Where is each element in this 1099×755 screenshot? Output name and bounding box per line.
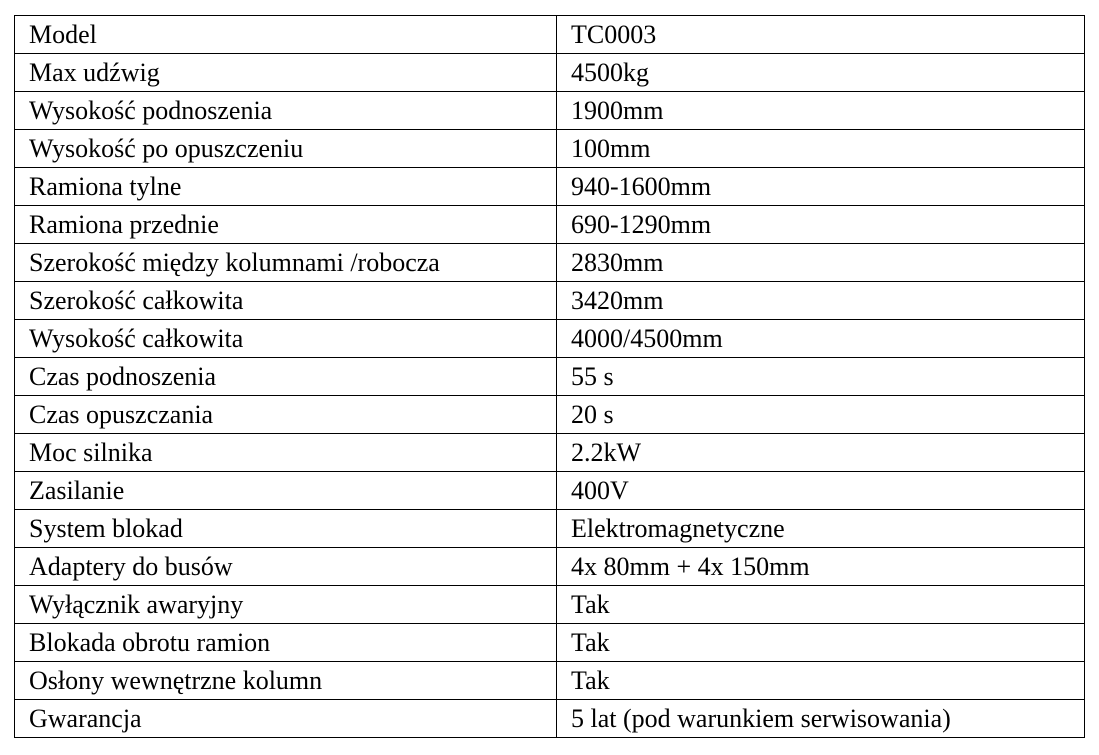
spec-value: 940-1600mm	[557, 168, 1085, 206]
spec-value: 2830mm	[557, 244, 1085, 282]
spec-table	[14, 15, 1085, 738]
spec-label: Osłony wewnętrzne kolumn	[15, 662, 557, 700]
spec-label: System blokad	[15, 510, 557, 548]
table-row	[15, 206, 1085, 244]
table-row	[15, 586, 1085, 624]
table-row	[15, 624, 1085, 662]
spec-label: Ramiona tylne	[15, 168, 557, 206]
table-row	[15, 92, 1085, 130]
spec-value: 55 s	[557, 358, 1085, 396]
table-row	[15, 510, 1085, 548]
spec-value: 1900mm	[557, 92, 1085, 130]
spec-label: Ramiona przednie	[15, 206, 557, 244]
table-row	[15, 16, 1085, 54]
spec-label: Moc silnika	[15, 434, 557, 472]
table-row	[15, 130, 1085, 168]
spec-label: Zasilanie	[15, 472, 557, 510]
spec-value: Tak	[557, 662, 1085, 700]
table-row	[15, 548, 1085, 586]
spec-label: Czas opuszczania	[15, 396, 557, 434]
table-row	[15, 396, 1085, 434]
spec-label: Szerokość między kolumnami /robocza	[15, 244, 557, 282]
spec-value: 690-1290mm	[557, 206, 1085, 244]
spec-table-body	[15, 16, 1085, 738]
spec-label: Adaptery do busów	[15, 548, 557, 586]
table-row	[15, 434, 1085, 472]
spec-label: Max udźwig	[15, 54, 557, 92]
spec-value: 5 lat (pod warunkiem serwisowania)	[557, 700, 1085, 738]
spec-label: Wysokość po opuszczeniu	[15, 130, 557, 168]
spec-value: Tak	[557, 624, 1085, 662]
spec-label: Blokada obrotu ramion	[15, 624, 557, 662]
spec-label: Wysokość podnoszenia	[15, 92, 557, 130]
table-row	[15, 320, 1085, 358]
spec-value: 4500kg	[557, 54, 1085, 92]
spec-value: 4000/4500mm	[557, 320, 1085, 358]
spec-label: Czas podnoszenia	[15, 358, 557, 396]
spec-value: 20 s	[557, 396, 1085, 434]
spec-label: Wysokość całkowita	[15, 320, 557, 358]
spec-value: 2.2kW	[557, 434, 1085, 472]
spec-label: Wyłącznik awaryjny	[15, 586, 557, 624]
spec-value: TC0003	[557, 16, 1085, 54]
spec-label: Model	[15, 16, 557, 54]
spec-value: 400V	[557, 472, 1085, 510]
table-row	[15, 244, 1085, 282]
spec-label: Szerokość całkowita	[15, 282, 557, 320]
spec-value: 3420mm	[557, 282, 1085, 320]
spec-value: Elektromagnetyczne	[557, 510, 1085, 548]
table-row	[15, 662, 1085, 700]
spec-value: 4x 80mm + 4x 150mm	[557, 548, 1085, 586]
table-row	[15, 54, 1085, 92]
table-row	[15, 168, 1085, 206]
table-row	[15, 700, 1085, 738]
spec-value: 100mm	[557, 130, 1085, 168]
table-row	[15, 282, 1085, 320]
table-row	[15, 358, 1085, 396]
table-row	[15, 472, 1085, 510]
spec-value: Tak	[557, 586, 1085, 624]
spec-label: Gwarancja	[15, 700, 557, 738]
